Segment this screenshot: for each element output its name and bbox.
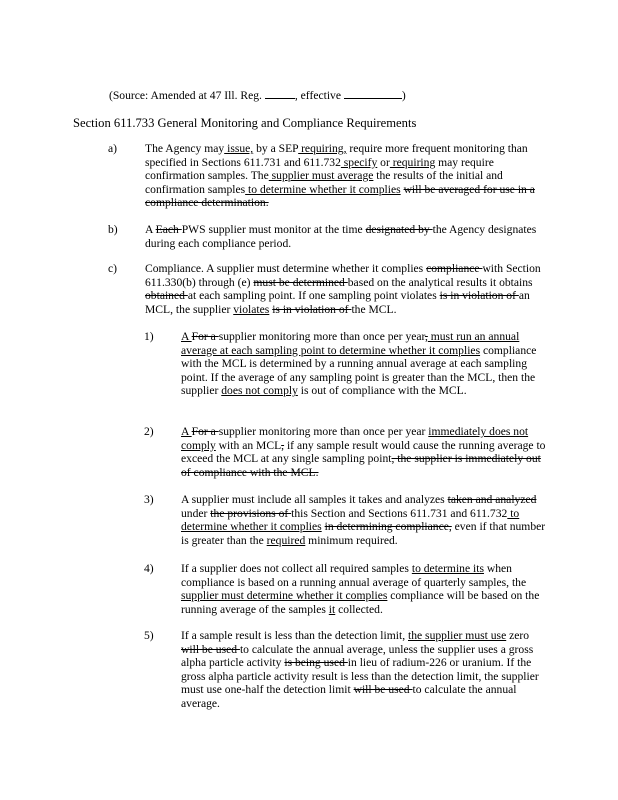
effective-blank bbox=[344, 88, 402, 99]
deleted-text: will be averaged for use in a compliance determination. bbox=[145, 182, 535, 210]
text-segment: with an MCL bbox=[215, 438, 282, 452]
deleted-text: is in violation of bbox=[439, 289, 519, 303]
paragraph-label: 3) bbox=[144, 493, 154, 506]
deleted-text: , bbox=[424, 330, 428, 343]
subsection-text bbox=[145, 142, 545, 210]
text-segment: based on the analytical results it obtains bbox=[347, 275, 533, 289]
inserted-text: supplier must average bbox=[268, 169, 374, 183]
text-segment: zero bbox=[506, 629, 530, 642]
reg-blank bbox=[265, 88, 295, 99]
text-segment: the MCL. bbox=[351, 302, 397, 316]
subsection-text bbox=[145, 223, 545, 250]
text-segment: at each sampling point. If one sampling point violates bbox=[187, 289, 440, 303]
deleted-text: will be used bbox=[353, 683, 413, 697]
deleted-text: taken and analyzed bbox=[447, 493, 537, 506]
text-segment: this Section and Sections 611.731 and 611.732 bbox=[291, 506, 508, 520]
text-segment: If a supplier does not collect all required samples bbox=[181, 562, 412, 575]
paragraph-text bbox=[181, 330, 546, 398]
inserted-text: immediately does not comply bbox=[181, 425, 529, 452]
paragraph-text bbox=[181, 493, 546, 547]
inserted-text: must run an annual average at each sampling point to determine whether it complies bbox=[181, 330, 520, 357]
text-segment: an MCL, the supplier bbox=[145, 289, 530, 316]
paragraph-label: 5) bbox=[144, 629, 154, 642]
inserted-text: issue, bbox=[224, 142, 254, 155]
text-segment: to calculate the annual average. bbox=[181, 683, 517, 710]
paragraph-label: 4) bbox=[144, 562, 154, 575]
text-segment: Compliance. A supplier must determine whether it complies bbox=[145, 262, 427, 275]
text-segment: supplier monitoring more than once per year bbox=[218, 330, 425, 343]
deleted-text: is in violation of bbox=[272, 302, 352, 316]
deleted-text: designated by bbox=[365, 223, 433, 236]
deleted-text: , the supplier is immediately out of compliance with the MCL. bbox=[181, 452, 541, 479]
text-segment: may require confirmation samples. The bbox=[145, 155, 494, 183]
paragraph-text bbox=[181, 629, 546, 711]
source-note bbox=[109, 88, 406, 103]
text-segment: under bbox=[181, 506, 211, 520]
source-prefix: (Source: Amended at 47 Ill. Reg. bbox=[109, 89, 262, 102]
inserted-text: supplier must determine whether it complies bbox=[181, 589, 388, 603]
text-segment: the Agency designates during each compliance period. bbox=[145, 223, 537, 250]
text-segment: when compliance is based on a running annual average of quarterly samples, the bbox=[181, 562, 527, 589]
text-segment: by a SEP bbox=[253, 142, 299, 155]
deleted-text: , bbox=[281, 438, 285, 452]
inserted-text: it bbox=[328, 602, 336, 616]
text-segment: with Section 611.330(b) through (e) bbox=[145, 262, 541, 289]
subsection-label: a) bbox=[108, 142, 118, 155]
inserted-text: does not comply bbox=[221, 384, 298, 398]
inserted-text: required bbox=[266, 533, 306, 547]
text-segment: minimum required. bbox=[305, 533, 398, 547]
text-segment: in lieu of radium-226 or uranium. If the gross alpha particle activity result is less than the detection limit, the supplier must use one-half the detection limit bbox=[181, 656, 539, 697]
text-segment: the results of the initial and confirmation samples bbox=[145, 169, 503, 196]
text-segment: The Agency may bbox=[145, 142, 225, 155]
text-segment: even if that number is greater than the bbox=[181, 520, 546, 547]
text-segment: to calculate the annual average, unless the supplier uses a gross alpha particle activity bbox=[181, 642, 534, 670]
text-segment: or bbox=[377, 155, 390, 169]
source-middle: , effective bbox=[294, 89, 341, 102]
source-suffix: ) bbox=[401, 89, 406, 102]
deleted-text: obtained bbox=[145, 289, 188, 303]
inserted-text: A bbox=[181, 330, 192, 343]
inserted-text: to determine whether it complies bbox=[245, 182, 401, 196]
inserted-text: A bbox=[181, 425, 192, 438]
inserted-text: the supplier must use bbox=[408, 629, 507, 642]
text-segment: If a sample result is less than the detection limit, bbox=[181, 629, 408, 642]
deleted-text: must be determined bbox=[253, 275, 348, 289]
subsection-label: c) bbox=[108, 262, 118, 275]
deleted-text: For a bbox=[191, 330, 219, 343]
text-segment: if any sample result would cause the running average to exceed the MCL at any single sampling point bbox=[181, 438, 546, 466]
text-segment: PWS supplier must monitor at the time bbox=[181, 223, 366, 236]
deleted-text: Each bbox=[155, 223, 182, 236]
paragraph-text bbox=[181, 425, 546, 479]
text-segment: collected. bbox=[335, 602, 383, 616]
text-segment: A supplier must include all samples it takes and analyzes bbox=[181, 493, 448, 506]
paragraph-label: 1) bbox=[144, 330, 154, 343]
deleted-text: will be used bbox=[181, 642, 240, 656]
deleted-text: the provisions of bbox=[210, 506, 292, 520]
text-segment: is out of compliance with the MCL. bbox=[297, 384, 467, 398]
text-segment: require more frequent monitoring than specified in Sections 611.731 and 611.732 bbox=[145, 142, 528, 169]
subsection-text bbox=[145, 262, 545, 316]
text-segment: A bbox=[145, 223, 156, 236]
paragraph-label: 2) bbox=[144, 425, 154, 438]
inserted-text: requiring bbox=[389, 155, 436, 169]
inserted-text: requiring, bbox=[298, 142, 347, 155]
text-segment: compliance with the MCL is determined by a running annual average at each sampling point. If the average of any sampling point is greater than the MCL, then the supplier bbox=[181, 343, 537, 398]
deleted-text: is being used bbox=[284, 656, 348, 670]
subsection-label: b) bbox=[108, 223, 118, 236]
deleted-text: compliance bbox=[426, 262, 483, 275]
inserted-text: to determine its bbox=[411, 562, 484, 575]
deleted-text: in determining compliance, bbox=[324, 520, 452, 534]
text-segment: compliance will be based on the running average of the samples bbox=[181, 589, 540, 616]
section-heading: Section 611.733 General Monitoring and Compliance Requirements bbox=[73, 116, 417, 130]
inserted-text: to determine whether it complies bbox=[181, 506, 520, 534]
deleted-text: For a bbox=[191, 425, 219, 438]
inserted-text: violates bbox=[233, 302, 270, 316]
inserted-text: specify bbox=[340, 155, 378, 169]
text-segment: supplier monitoring more than once per year bbox=[218, 425, 429, 438]
paragraph-text bbox=[181, 562, 546, 616]
